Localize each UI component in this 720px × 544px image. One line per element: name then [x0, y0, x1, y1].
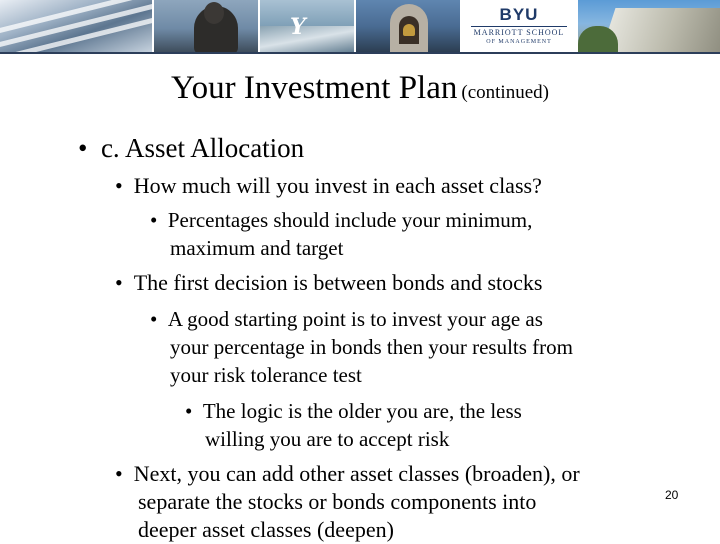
byu-marriott-logo — [462, 0, 576, 52]
q2-sub-text-a: A good starting point is to invest your age as — [167, 307, 543, 331]
y-mountain-logo: Y — [290, 14, 306, 40]
list-item-q1-sub-cont — [170, 234, 343, 262]
q1-sub-text-b: maximum and target — [170, 236, 344, 260]
q2-sub-text-b: your percentage in bonds then your results from — [170, 335, 573, 359]
q2-text: The first decision is between bonds and stocks — [133, 270, 543, 295]
bullet-glyph: • — [150, 208, 158, 232]
banner-photo-statue — [154, 0, 258, 52]
q1-sub-text-a: Percentages should include your minimum, — [167, 208, 533, 232]
slide-number: 20 — [665, 488, 679, 502]
logo-school-line2: OF MANAGEMENT — [486, 39, 552, 45]
section-heading: c. Asset Allocation — [100, 133, 305, 163]
list-item-q1-sub — [150, 206, 532, 234]
bullet-glyph: • — [150, 307, 158, 331]
q3-text-c: deeper asset classes (deepen) — [138, 517, 394, 542]
q1-text: How much will you invest in each asset class? — [133, 173, 542, 198]
list-item-q2-sub-cont1 — [170, 333, 573, 361]
q2-sub2-text-a: The logic is the older you are, the less — [202, 399, 522, 423]
header-banner — [0, 0, 720, 54]
logo-school-line1: MARRIOTT SCHOOL — [473, 28, 565, 37]
list-item-q2 — [115, 269, 542, 297]
list-item-q3 — [115, 460, 580, 488]
list-item-q3-cont1 — [138, 488, 536, 516]
banner-divider — [0, 52, 720, 54]
banner-photo-mountain — [260, 0, 354, 52]
list-item-q1 — [115, 172, 542, 200]
logo-name: BYU — [499, 5, 539, 24]
bullet-glyph: • — [115, 270, 123, 295]
q3-text-b: separate the stocks or bonds components into — [138, 489, 537, 514]
q2-sub-text-c: your risk tolerance test — [170, 363, 362, 387]
list-item-q2-sub2 — [185, 397, 522, 425]
q2-sub2-text-b: willing you are to accept risk — [205, 427, 450, 451]
title-main: Your Investment Plan — [171, 70, 458, 106]
banner-photo-building — [578, 0, 720, 52]
bullet-glyph: • — [78, 133, 88, 163]
banner-photo-bell-tower — [356, 0, 460, 52]
slide-title — [0, 70, 720, 107]
bullet-glyph: • — [115, 173, 123, 198]
list-item-q2-sub-cont2 — [170, 361, 362, 389]
q3-text-a: Next, you can add other asset classes (broaden), or — [133, 461, 580, 486]
bullet-glyph: • — [115, 461, 123, 486]
banner-photo-metal — [0, 0, 152, 52]
bullet-glyph: • — [185, 399, 193, 423]
list-item-section — [78, 134, 304, 162]
title-sub: (continued) — [461, 82, 549, 103]
list-item-q2-sub2-cont — [205, 425, 449, 453]
list-item-q2-sub — [150, 305, 543, 333]
